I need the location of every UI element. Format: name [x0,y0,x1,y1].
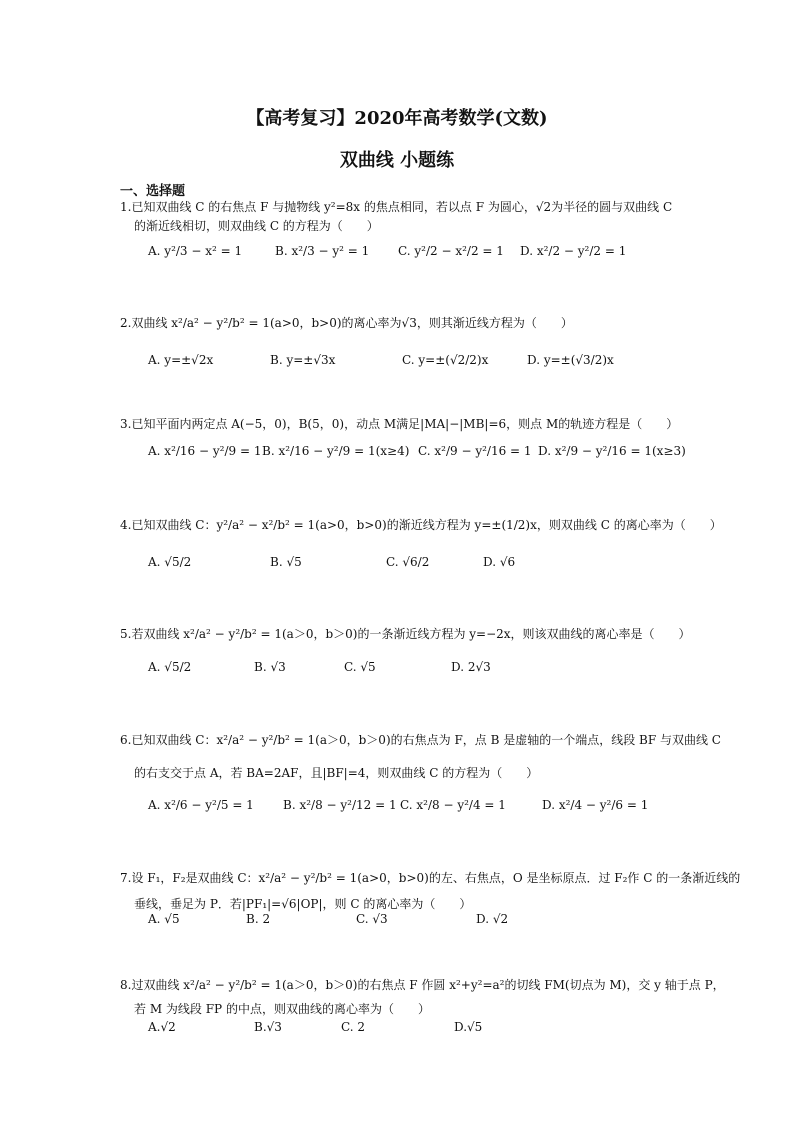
question-7-option-d[interactable]: D. √2 [476,912,509,926]
question-2-option-b[interactable]: B. y=±√3x [270,353,336,367]
question-4-line-1: 4.已知双曲线 C：y²/a² − x²/b² = 1(a>0，b>0)的渐近线方程为 y=±(1/2)x，则双曲线 C 的离心率为（ ） [120,518,722,532]
question-3-option-b[interactable]: B. x²/16 − y²/9 = 1(x≥4) [262,444,410,458]
question-4-option-a[interactable]: A. √5/2 [148,555,192,569]
question-3-option-c[interactable]: C. x²/9 − y²/16 = 1 [418,444,532,458]
question-8-option-b[interactable]: B.√3 [254,1020,282,1034]
question-6-option-d[interactable]: D. x²/4 − y²/6 = 1 [542,798,649,812]
question-1-option-a[interactable]: A. y²/3 − x² = 1 [148,244,243,258]
question-1-option-b[interactable]: B. x²/3 − y² = 1 [275,244,370,258]
question-2-option-a[interactable]: A. y=±√2x [148,353,214,367]
question-8-option-c[interactable]: C. 2 [341,1020,366,1034]
question-3-option-d[interactable]: D. x²/9 − y²/16 = 1(x≥3) [538,444,686,458]
section-heading: 一、选择题 [120,184,186,199]
question-8-option-d[interactable]: D.√5 [454,1020,483,1034]
question-7-line-1: 7.设 F₁，F₂是双曲线 C：x²/a² − y²/b² = 1(a>0，b>0)的左、右焦点，O 是坐标原点．过 F₂作 C 的一条渐近线的 [120,871,741,885]
question-5-option-b[interactable]: B. √3 [254,660,286,674]
question-7-option-b[interactable]: B. 2 [246,912,271,926]
question-8-line-2: 若 M 为线段 FP 的中点，则双曲线的离心率为（ ） [134,1002,430,1016]
question-8-option-a[interactable]: A.√2 [148,1020,176,1034]
question-4-option-b[interactable]: B. √5 [270,555,302,569]
question-7-line-2: 垂线，垂足为 P．若|PF₁|=√6|OP|，则 C 的离心率为（ ） [134,897,472,911]
question-3-option-a[interactable]: A. x²/16 − y²/9 = 1 [148,444,262,458]
page-subtitle: 双曲线 小题练 [339,150,455,171]
question-4-option-c[interactable]: C. √6/2 [386,555,430,569]
question-5-option-d[interactable]: D. 2√3 [451,660,491,674]
question-3-line-1: 3.已知平面内两定点 A(−5，0)，B(5，0)，动点 M满足|MA|−|MB|=6，则点 M的轨迹方程是（ ） [120,417,679,431]
question-6-option-c[interactable]: C. x²/8 − y²/4 = 1 [400,798,506,812]
question-1-option-d[interactable]: D. x²/2 − y²/2 = 1 [520,244,627,258]
question-6-option-a[interactable]: A. x²/6 − y²/5 = 1 [148,798,254,812]
question-1-option-c[interactable]: C. y²/2 − x²/2 = 1 [398,244,504,258]
question-1-line-2: 的渐近线相切，则双曲线 C 的方程为（ ） [134,219,379,233]
question-7-option-c[interactable]: C. √3 [356,912,388,926]
question-2-option-c[interactable]: C. y=±(√2/2)x [402,353,489,367]
question-5-option-c[interactable]: C. √5 [344,660,376,674]
question-5-line-1: 5.若双曲线 x²/a² − y²/b² = 1(a＞0，b＞0)的一条渐近线方程为 y=−2x，则该双曲线的离心率是（ ） [120,627,691,641]
page-title: 【高考复习】2020年高考数学(文数) [246,108,548,129]
question-5-option-a[interactable]: A. √5/2 [148,660,192,674]
question-1-line-1: 1.已知双曲线 C 的右焦点 F 与抛物线 y²=8x 的焦点相同，若以点 F 为圆心，√2为半径的圆与双曲线 C [120,200,673,214]
question-2-option-d[interactable]: D. y=±(√3/2)x [527,353,614,367]
question-2-line-1: 2.双曲线 x²/a² − y²/b² = 1(a>0，b>0)的离心率为√3，则其渐近线方程为（ ） [120,316,573,330]
question-4-option-d[interactable]: D. √6 [483,555,516,569]
question-7-option-a[interactable]: A. √5 [148,912,180,926]
question-8-line-1: 8.过双曲线 x²/a² − y²/b² = 1(a＞0，b＞0)的右焦点 F 作圆 x²+y²=a²的切线 FM(切点为 M)，交 y 轴于点 P， [120,978,725,992]
question-6-line-2: 的右支交于点 A，若 BA=2AF，且|BF|=4，则双曲线 C 的方程为（ ） [134,766,539,780]
question-6-option-b[interactable]: B. x²/8 − y²/12 = 1 [283,798,397,812]
question-6-line-1: 6.已知双曲线 C：x²/a² − y²/b² = 1(a＞0，b＞0)的右焦点为 F，点 B 是虚轴的一个端点，线段 BF 与双曲线 C [120,733,721,747]
